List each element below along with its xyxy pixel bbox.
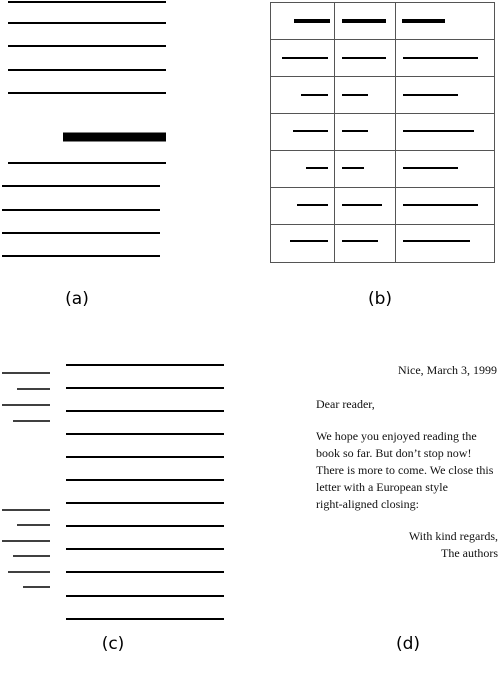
caption-b: (b) [367, 289, 393, 309]
table-grid [271, 3, 495, 263]
table-cell-lines [282, 58, 478, 241]
letter-signature: The authors [441, 546, 498, 560]
letter-body-line: right-aligned closing: [316, 497, 419, 511]
margin-note-bottom [2, 510, 50, 587]
margin-note-top [2, 373, 50, 421]
caption-d: (d) [395, 634, 421, 654]
letter-salutation: Dear reader, [316, 397, 375, 411]
letter-date: Nice, March 3, 1999 [398, 363, 497, 377]
table-border [271, 3, 495, 263]
letter-body-line: letter with a European style [316, 480, 448, 494]
body-text-lines [66, 365, 224, 619]
caption-c: (c) [101, 634, 125, 654]
letter-body-line: We hope you enjoyed reading the [316, 429, 477, 443]
letter-closing: With kind regards, [408, 529, 498, 543]
panel-b [271, 3, 495, 263]
panel-a [2, 2, 166, 256]
panel-c [2, 365, 224, 619]
caption-a: (a) [65, 289, 89, 309]
letter-body-line: book so far. But don’t stop now! [316, 446, 472, 460]
letter-body-line: There is more to come. We close this [316, 463, 494, 477]
